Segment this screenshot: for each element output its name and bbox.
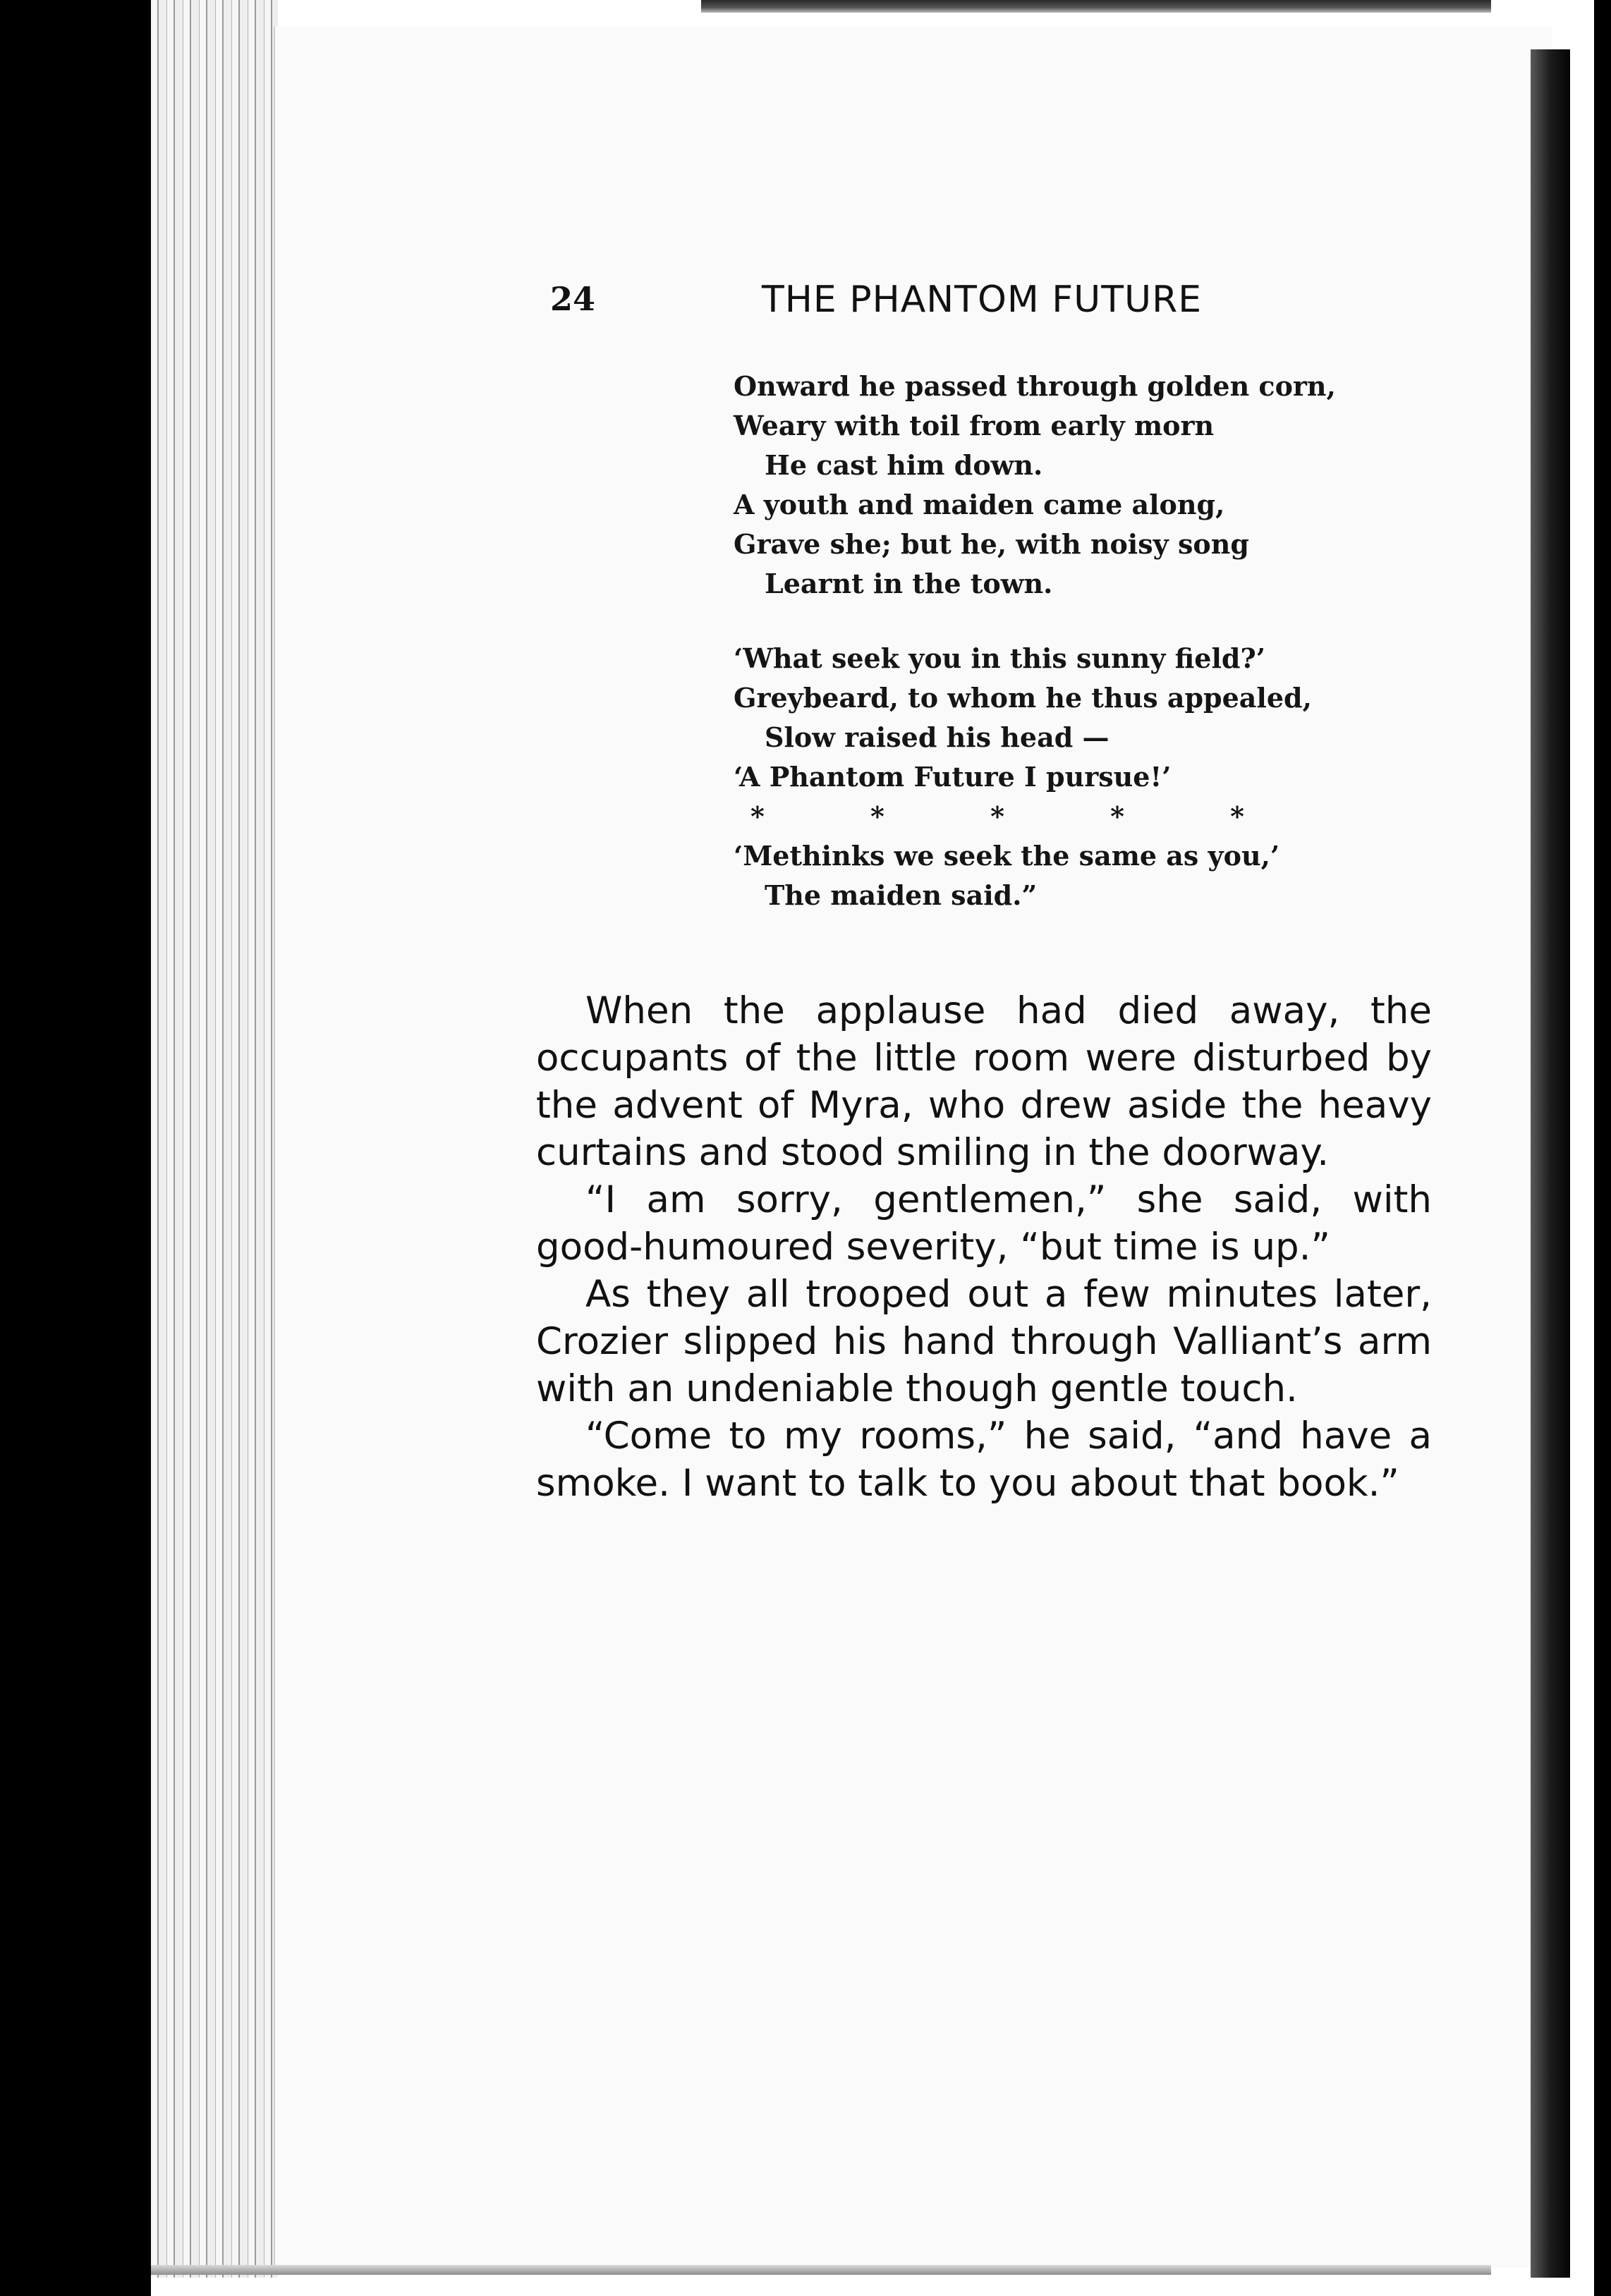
asterisk: * [870, 800, 884, 832]
poem-line: ‘Methinks we seek the same as you,’ [734, 840, 1280, 872]
poem-line: Onward he passed through golden corn, [734, 370, 1336, 402]
paragraph: “I am sorry, gentlemen,” she said, with good-humoured severity, “but time is up.” [536, 1178, 1432, 1269]
poem-line: Weary with toil from early morn [734, 410, 1215, 441]
poem-line: Slow raised his head — [765, 721, 1110, 753]
poem-line: ‘What seek you in this sunny field?’ [734, 642, 1265, 674]
page-stack-edges [151, 0, 278, 2278]
page-gutter-shadow [1531, 49, 1570, 2278]
paragraph: “Come to my rooms,” he said, “and have a smoke. I want to talk to you about that book.” [536, 1415, 1432, 1505]
page-number: 24 [550, 280, 596, 318]
poem [734, 367, 1340, 915]
prose-body [536, 987, 1432, 1507]
poem-line: A youth and maiden came along, [734, 489, 1225, 520]
poem-line: The maiden said.” [765, 879, 1038, 911]
poem-line: Learnt in the town. [765, 568, 1053, 599]
running-title: THE PHANTOM FUTURE [762, 279, 1203, 321]
stanza-break [734, 604, 1340, 639]
poem-line: ‘A Phantom Future I pursue!’ [734, 761, 1172, 793]
poem-line: He cast him down. [765, 449, 1043, 481]
scan-bottom-edge [151, 2265, 1491, 2275]
paragraph: As they all trooped out a few minutes later, Crozier slipped his hand through Valliant’s arm with an undeniable though gentle touch. [536, 1273, 1432, 1410]
paragraph: When the applause had died away, the occupants of the little room were disturbed by the advent of Myra, who drew aside the heavy curtains and stood smiling in the doorway. [536, 989, 1432, 1174]
asterisk: * [1110, 800, 1124, 832]
running-head [550, 279, 1270, 328]
asterisk: * [750, 800, 765, 832]
poem-line: Greybeard, to whom he thus appealed, [734, 682, 1312, 714]
asterisk: * [990, 800, 1004, 832]
asterisk: * [1230, 800, 1244, 832]
scan-top-edge [701, 0, 1491, 13]
asterism [734, 797, 1244, 836]
poem-line: Grave she; but he, with noisy song [734, 528, 1249, 560]
